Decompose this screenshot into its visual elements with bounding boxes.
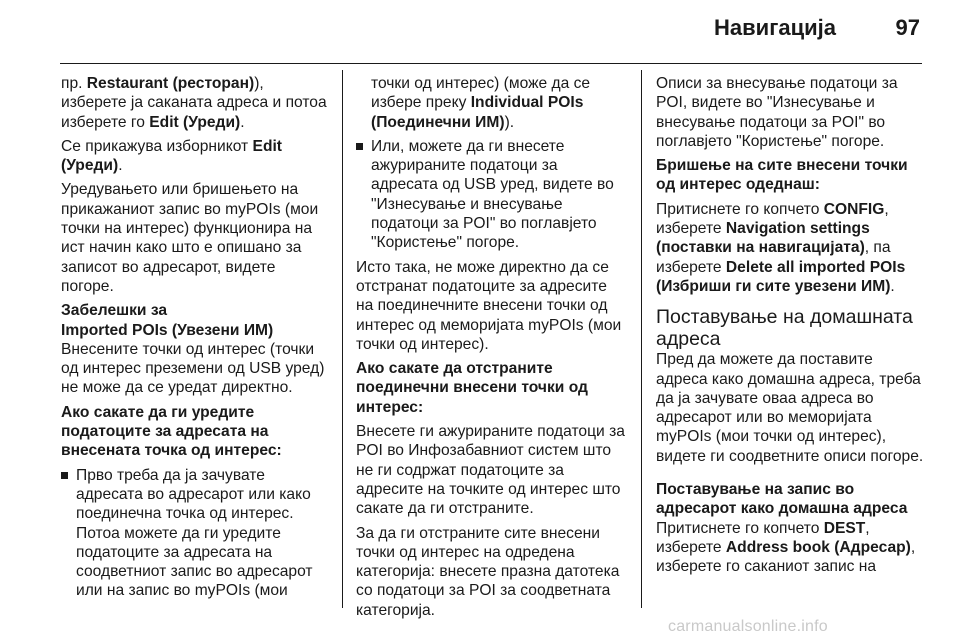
page-title: Навигација	[714, 15, 836, 40]
paragraph: пр. Restaurant (ресторан)), изберете ја саканата адреса и потоа изберете го Edit (Уреди).	[61, 75, 327, 131]
list-item: Прво треба да ја зачувате адресата во адресарот или како поединечна точка од интерес. Потоа можете да ги уредите податоците за адресата на соодветниот запис во адресарот или на запис во myPOIs (мои	[61, 466, 329, 601]
paragraph: За да ги отстраните сите внесени точки од интерес на одредена категорија: внесете празна датотека со податоци за POI за соодветната категорија.	[356, 524, 620, 619]
paragraph: Притиснете го копчето CONFIG, изберете Navigation settings (поставки на навигацијата), па изберете Delete all imported POIs (Избриши ги сите увезени ИМ).	[656, 200, 906, 295]
subheading: Ако сакате да отстраните поединечни внесени точки од интерес:	[356, 360, 588, 416]
column-2	[356, 74, 628, 625]
paragraph: Уредувањето или бришењето на прикажаниот запис во myPOIs (мои точки на интерес) функционира на ист начин како што е опишано за записот во адресарот, видете погоре.	[61, 181, 319, 295]
paragraph: Пред да можете да поставите адреса како домашна адреса, треба да ја зачувате оваа адреса во адресарот или во меморијата myPOIs (мои точки од интерес), видете ги соодветните описи погоре.	[656, 351, 924, 465]
page-number: 97	[895, 15, 920, 40]
subheading: Бришење на сите внесени точки од интерес одеднаш:	[656, 157, 908, 194]
subheading: Поставување на запис во адресарот како домашна адреса	[656, 481, 908, 518]
page-header	[60, 0, 922, 64]
watermark: carmanualsonline.info	[668, 618, 828, 635]
paragraph: Се прикажува изборникот Edit (Уреди).	[61, 137, 282, 175]
paragraph: Описи за внесување податоци за POI, видете во "Изнесување и внесување податоци за POI" во поглавјето "Користење" погоре.	[656, 75, 898, 150]
paragraph: Внесените точки од интерес (точки од интерес преземени од USB уред) не може да се уредат директно.	[61, 340, 325, 397]
paragraph: точки од интерес) (може да се избере преку Individual POIs (Поединечни ИМ)).	[371, 75, 591, 131]
column-divider-2	[641, 70, 642, 608]
column-1	[61, 74, 329, 606]
paragraph: Притиснете го копчето DEST, изберете Address book (Адресар), изберете го саканиот запис на	[656, 519, 916, 576]
note-heading: Забелешки за Imported POIs (Увезени ИМ)	[61, 302, 274, 339]
list-item: Или, можете да ги внесете ажурираните податоци за адресата од USB уред, видете во "Изнесување и внесување податоци за POI" во поглавјето "Користење" погоре.	[356, 137, 628, 253]
column-3	[656, 74, 928, 582]
column-divider-1	[342, 70, 343, 608]
paragraph: Исто така, не може директно да се отстранат податоците за адресите на поединечните внесени точки од интерес од меморијата myPOIs (мои точки од интерес).	[356, 258, 622, 353]
subheading: Ако сакате да ги уредите податоците за адресата на внесената точка од интерес:	[61, 403, 282, 460]
paragraph: Внесете ги ажурираните податоци за POI во Инфозабавниот систем што не ги содржат податоците за адресите на точките од интерес што сакате да ги отстраните.	[356, 423, 625, 518]
section-heading: Поставување на домашната адреса	[656, 306, 913, 351]
